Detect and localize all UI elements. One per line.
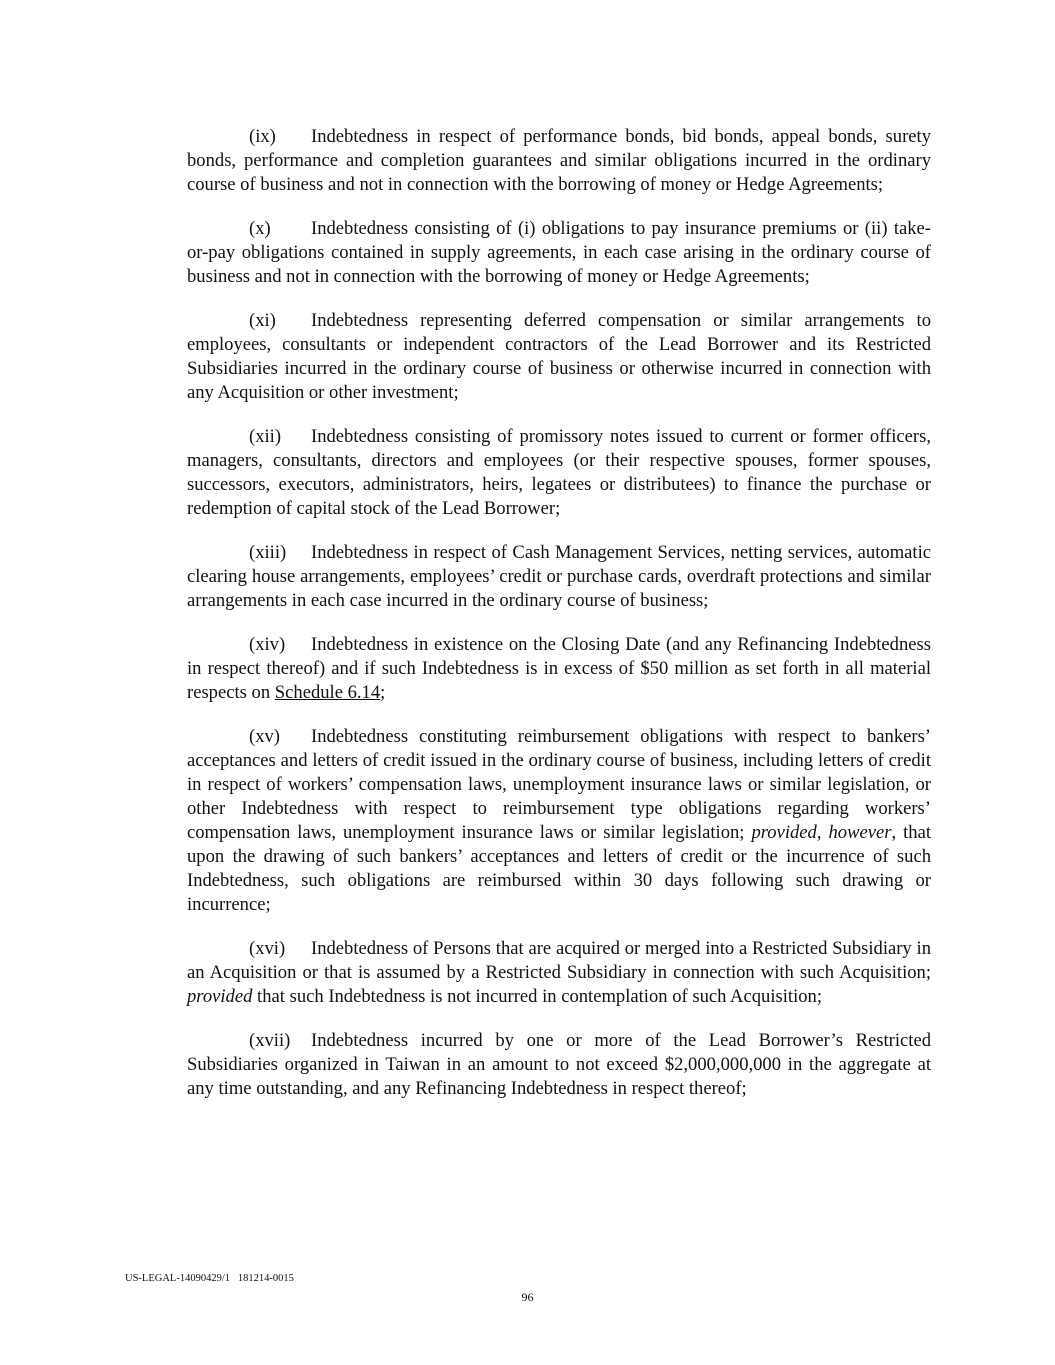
clause-number: (xvii) xyxy=(249,1030,291,1051)
clause-text: Indebtedness in existence on the Closing Date (and any Refinancing Indebtedness in respect thereof) and if such Indebtedness is in excess of $50 million as set forth in all material respects on xyxy=(187,634,931,703)
clause-number: (ix) xyxy=(249,126,276,147)
clause-xi xyxy=(187,309,931,405)
schedule-reference: Schedule 6.14 xyxy=(274,682,381,703)
clause-number: (xii) xyxy=(249,426,282,447)
clause-text: Indebtedness constituting reimbursement obligations with respect to bankers’ acceptances and letters of credit issued in the ordinary course of business, including letters of credit in respect of workers’ compensation laws, unemployment insurance laws or similar legislation, or other Indebtedness with respect to reimbursement type obligations regarding workers’ compensation laws, unemployment insurance laws or similar legislation; xyxy=(187,726,931,843)
clause-x xyxy=(187,217,931,289)
clause-number: (xvi) xyxy=(249,938,286,959)
clause-xiv xyxy=(187,633,931,705)
proviso-separator: , xyxy=(816,822,822,843)
clause-xii xyxy=(187,425,931,521)
clause-xiii xyxy=(187,541,931,613)
clause-xvii xyxy=(187,1029,931,1101)
clause-text: Indebtedness of Persons that are acquired or merged into a Restricted Subsidiary in an Acquisition or that is assumed by a Restricted Subsidiary in connection with such Acquisition; xyxy=(187,938,931,983)
clause-text: Indebtedness consisting of promissory notes issued to current or former officers, managers, consultants, directors and employees (or their respective spouses, former spouses, successors, executors, administrators, heirs, legatees or distributees) to finance the purchase or redemption of capital stock of the Lead Borrower; xyxy=(187,426,931,519)
proviso-however: however xyxy=(828,822,892,843)
clause-number: (xi) xyxy=(249,310,276,331)
clause-tail: that such Indebtedness is not incurred in contemplation of such Acquisition; xyxy=(252,986,822,1007)
clause-xvi xyxy=(187,937,931,1009)
document-body xyxy=(187,125,931,1121)
clause-number: (xiii) xyxy=(249,542,287,563)
clause-text: Indebtedness incurred by one or more of the Lead Borrower’s Restricted Subsidiaries organized in Taiwan in an amount to not exceed $2,000,000,000 in the aggregate at any time outstanding, and any Refinancing Indebtedness in respect thereof; xyxy=(187,1030,931,1099)
clause-number: (xv) xyxy=(249,726,280,747)
clause-number: (x) xyxy=(249,218,271,239)
clause-text: Indebtedness in respect of performance bonds, bid bonds, appeal bonds, surety bonds, performance and completion guarantees and similar obligations incurred in the ordinary course of business and not in connection with the borrowing of money or Hedge Agreements; xyxy=(187,126,931,195)
proviso-provided: provided xyxy=(751,822,817,843)
clause-xv xyxy=(187,725,931,917)
clause-text: Indebtedness representing deferred compensation or similar arrangements to employees, consultants or independent contractors of the Lead Borrower and its Restricted Subsidiaries incurred in the ordinary course of business or otherwise incurred in connection with any Acquisition or other investment; xyxy=(187,310,931,403)
clause-tail: , that upon the drawing of such bankers’ acceptances and letters of credit or the incurrence of such Indebtedness, such obligations are reimbursed within 30 days following such drawing or incurrence; xyxy=(187,822,932,915)
clause-number: (xiv) xyxy=(249,634,286,655)
proviso-provided: provided xyxy=(187,986,253,1007)
footer-document-id: US-LEGAL-14090429/1 181214-0015 xyxy=(125,1273,294,1284)
clause-ix xyxy=(187,125,931,197)
page-number: 96 xyxy=(521,1290,534,1304)
clause-tail: ; xyxy=(380,682,386,703)
clause-text: Indebtedness consisting of (i) obligations to pay insurance premiums or (ii) take-or-pay obligations contained in supply agreements, in each case arising in the ordinary course of business and not in connection with the borrowing of money or Hedge Agreements; xyxy=(187,218,931,287)
clause-text: Indebtedness in respect of Cash Management Services, netting services, automatic clearing house arrangements, employees’ credit or purchase cards, overdraft protections and similar arrangements in each case incurred in the ordinary course of business; xyxy=(187,542,931,611)
